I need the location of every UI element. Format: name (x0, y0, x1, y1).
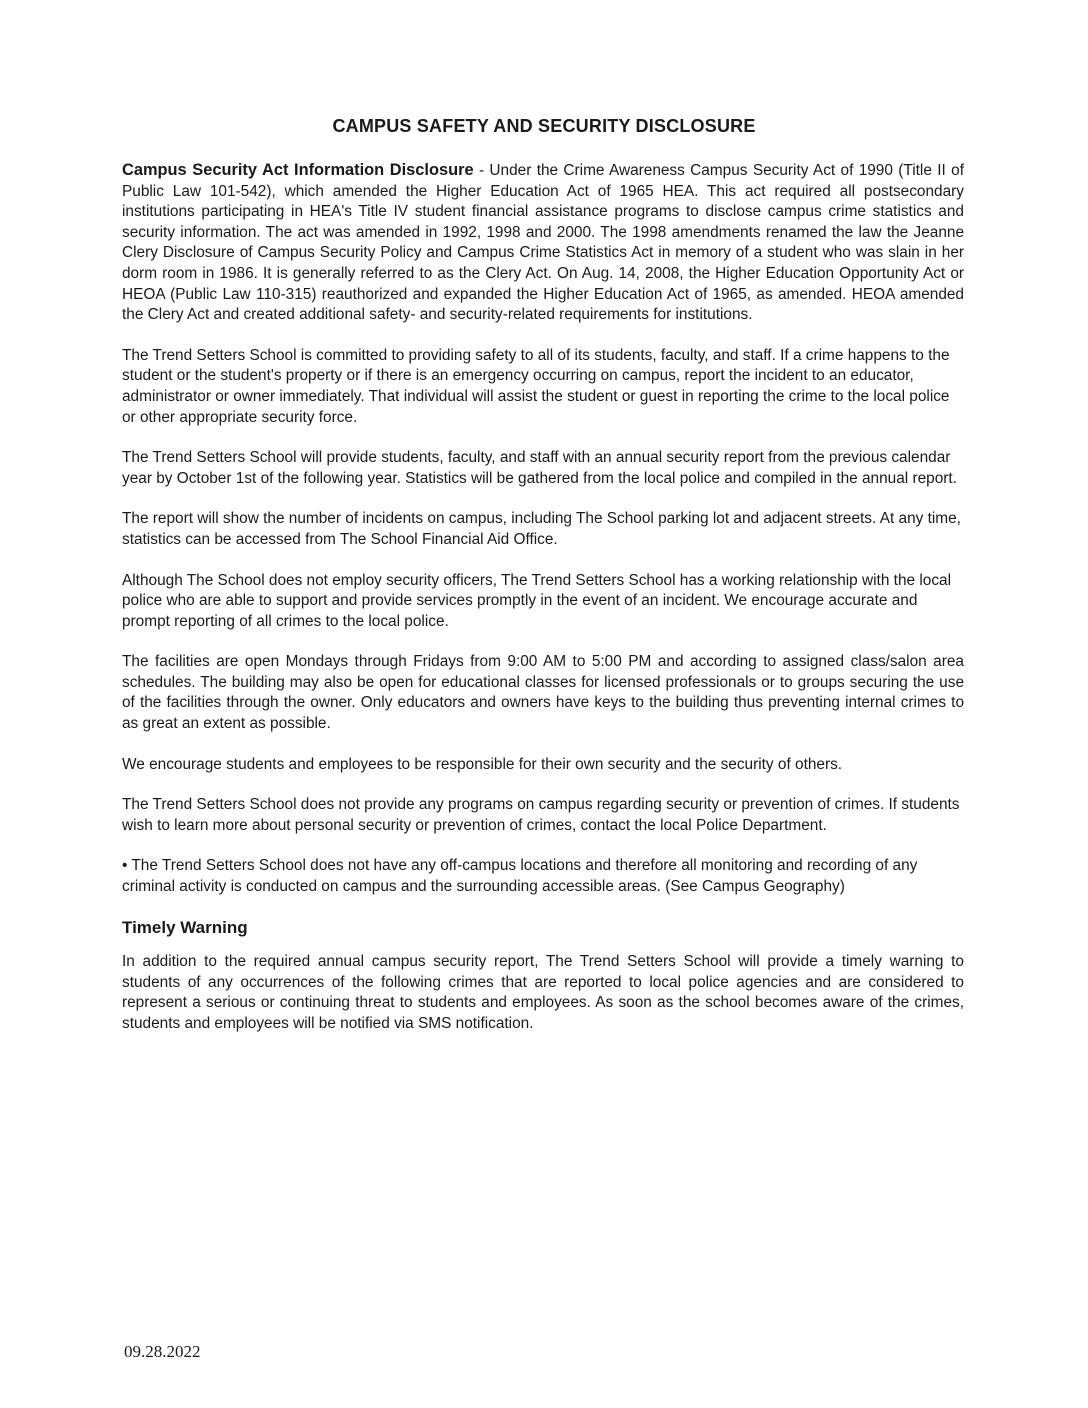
intro-lead: Campus Security Act Information Disclosure (122, 161, 474, 179)
paragraph-prevention-programs: The Trend Setters School does not provide any programs on campus regarding security or prevention of crimes. If students wish to learn more about personal security or prevention of crimes, contact the local Police Department. (122, 796, 960, 834)
paragraph-annual-report: The Trend Setters School will provide students, faculty, and staff with an annual security report from the previous calendar year by October 1st of the following year. Statistics will be gathered from the local police and compiled in the annual report. (122, 449, 957, 487)
intro-paragraph (122, 160, 964, 326)
footer-date: 09.28.2022 (124, 1342, 201, 1361)
paragraph-off-campus-locations: • The Trend Setters School does not have any off-campus locations and therefore all monitoring and recording of any criminal activity is conducted on campus and the surrounding accessible areas. (See Campus Geography) (122, 857, 918, 896)
document-body (122, 160, 964, 1055)
paragraph-facility-hours: The facilities are open Mondays through Fridays from 9:00 AM to 5:00 PM and according to assigned class/salon area schedules. The building may also be open for educational classes for licensed professionals or to groups securing the use of the facilities through the owner. Only educators and owners have keys to the building thus preventing internal crimes to as great an extent as possible. (122, 653, 964, 733)
document-title: CAMPUS SAFETY AND SECURITY DISCLOSURE (332, 116, 756, 136)
paragraph-police-relationship: Although The School does not employ security officers, The Trend Setters School has a working relationship with the local police who are able to support and provide services promptly in the event of an incident. We encourage accurate and prompt reporting of all crimes to the local police. (122, 571, 951, 630)
paragraph-incident-statistics: The report will show the number of incidents on campus, including The School parking lot and adjacent streets. At any time, statistics can be accessed from The School Financial Aid Office. (122, 510, 961, 548)
timely-warning-heading: Timely Warning (122, 917, 248, 937)
paragraph-safety-commitment: The Trend Setters School is committed to providing safety to all of its students, faculty, and staff. If a crime happens to the student or the student's property or if there is an emergency occurring on campus, report the incident to an educator, administrator or owner immediately. That individual will assist the student or guest in reporting the crime to the local police or other appropriate security force. (122, 346, 950, 426)
paragraph-personal-responsibility: We encourage students and employees to be responsible for their own security and the security of others. (122, 755, 843, 773)
timely-warning-paragraph: In addition to the required annual campus security report, The Trend Setters School will provide a timely warning to students of any occurrences of the following crimes that are reported to local police agencies and are considered to represent a serious or continuing threat to students and employees. As soon as the school becomes aware of the crimes, students and employees will be notified via SMS notification. (122, 953, 964, 1032)
intro-text: - Under the Crime Awareness Campus Security Act of 1990 (Title II of Public Law 101-542), which amended the Higher Education Act of 1965 HEA. This act required all postsecondary institutions participating in HEA's Title IV student financial assistance programs to disclose campus crime statistics and security information. The act was amended in 1992, 1998 and 2000. The 1998 amendments renamed the law the Jeanne Clery Disclosure of Campus Security Policy and Campus Crime Statistics Act in memory of a student who was slain in her dorm room in 1986. It is generally referred to as the Clery Act. On Aug. 14, 2008, the Higher Education Opportunity Act or HEOA (Public Law 110-315) reauthorized and expanded the Higher Education Act of 1965, as amended. HEOA amended the Clery Act and created additional safety- and security-related requirements for institutions. (122, 162, 964, 324)
